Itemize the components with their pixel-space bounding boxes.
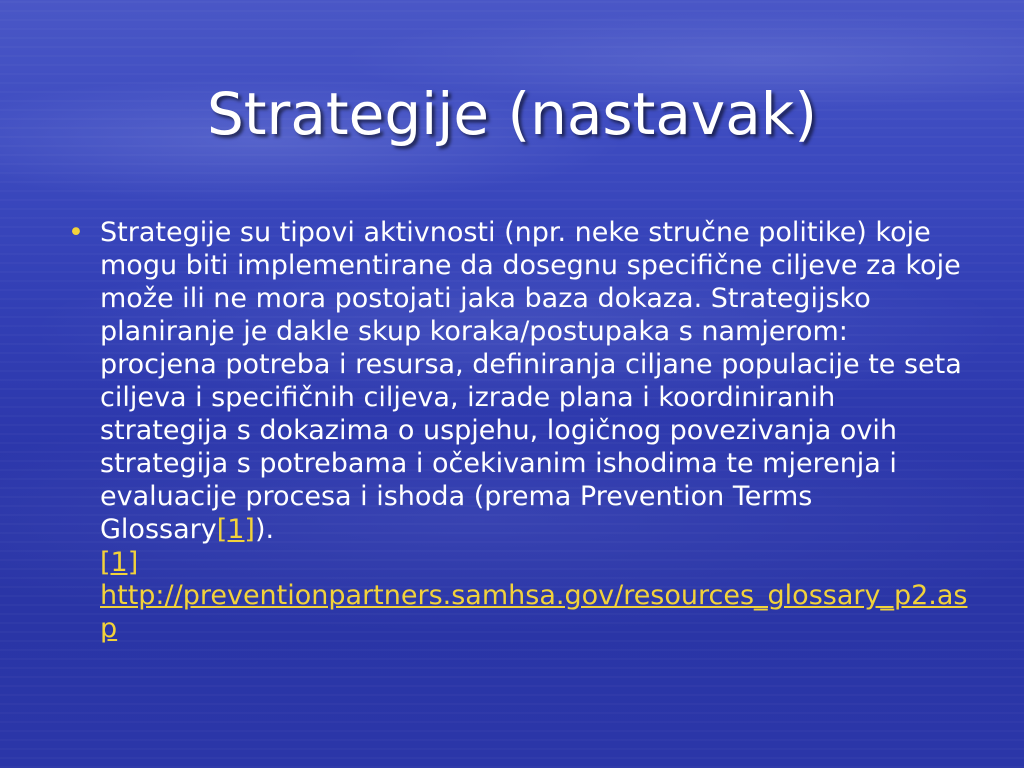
inline-reference-link[interactable]: [1] [216, 514, 255, 545]
bullet-text-end: ). [254, 514, 275, 545]
footnote-url-link[interactable]: http://preventionpartners.samhsa.gov/resources_glossary_p2.asp [100, 580, 968, 644]
footnote-reference-link[interactable]: [1] [100, 547, 139, 578]
bullet-list [62, 216, 968, 645]
bullet-dot-icon: • [68, 217, 84, 248]
bullet-item [62, 216, 968, 645]
bullet-text: Strategije su tipovi aktivnosti (npr. neke stručne politike) koje mogu biti implementirane da dosegnu specifične ciljeve za koje može ili ne mora postojati jaka baza dokaza. Strategijsko planiranje je dakle skup koraka/postupaka s namjerom: procjena potreba i resursa, definiranja ciljane populacije te seta ciljeva i specifičnih ciljeva, izrade plana i koordiniranih strategija s dokazima o uspjehu, logičnog povezivanja ovih strategija s potrebama i očekivanim ishodima te mjerenja i evaluacije procesa i ishoda (prema Prevention Terms Glossary [100, 217, 962, 545]
slide-title: Strategije (nastavak) [206, 80, 818, 148]
footnote-block [100, 546, 962, 579]
